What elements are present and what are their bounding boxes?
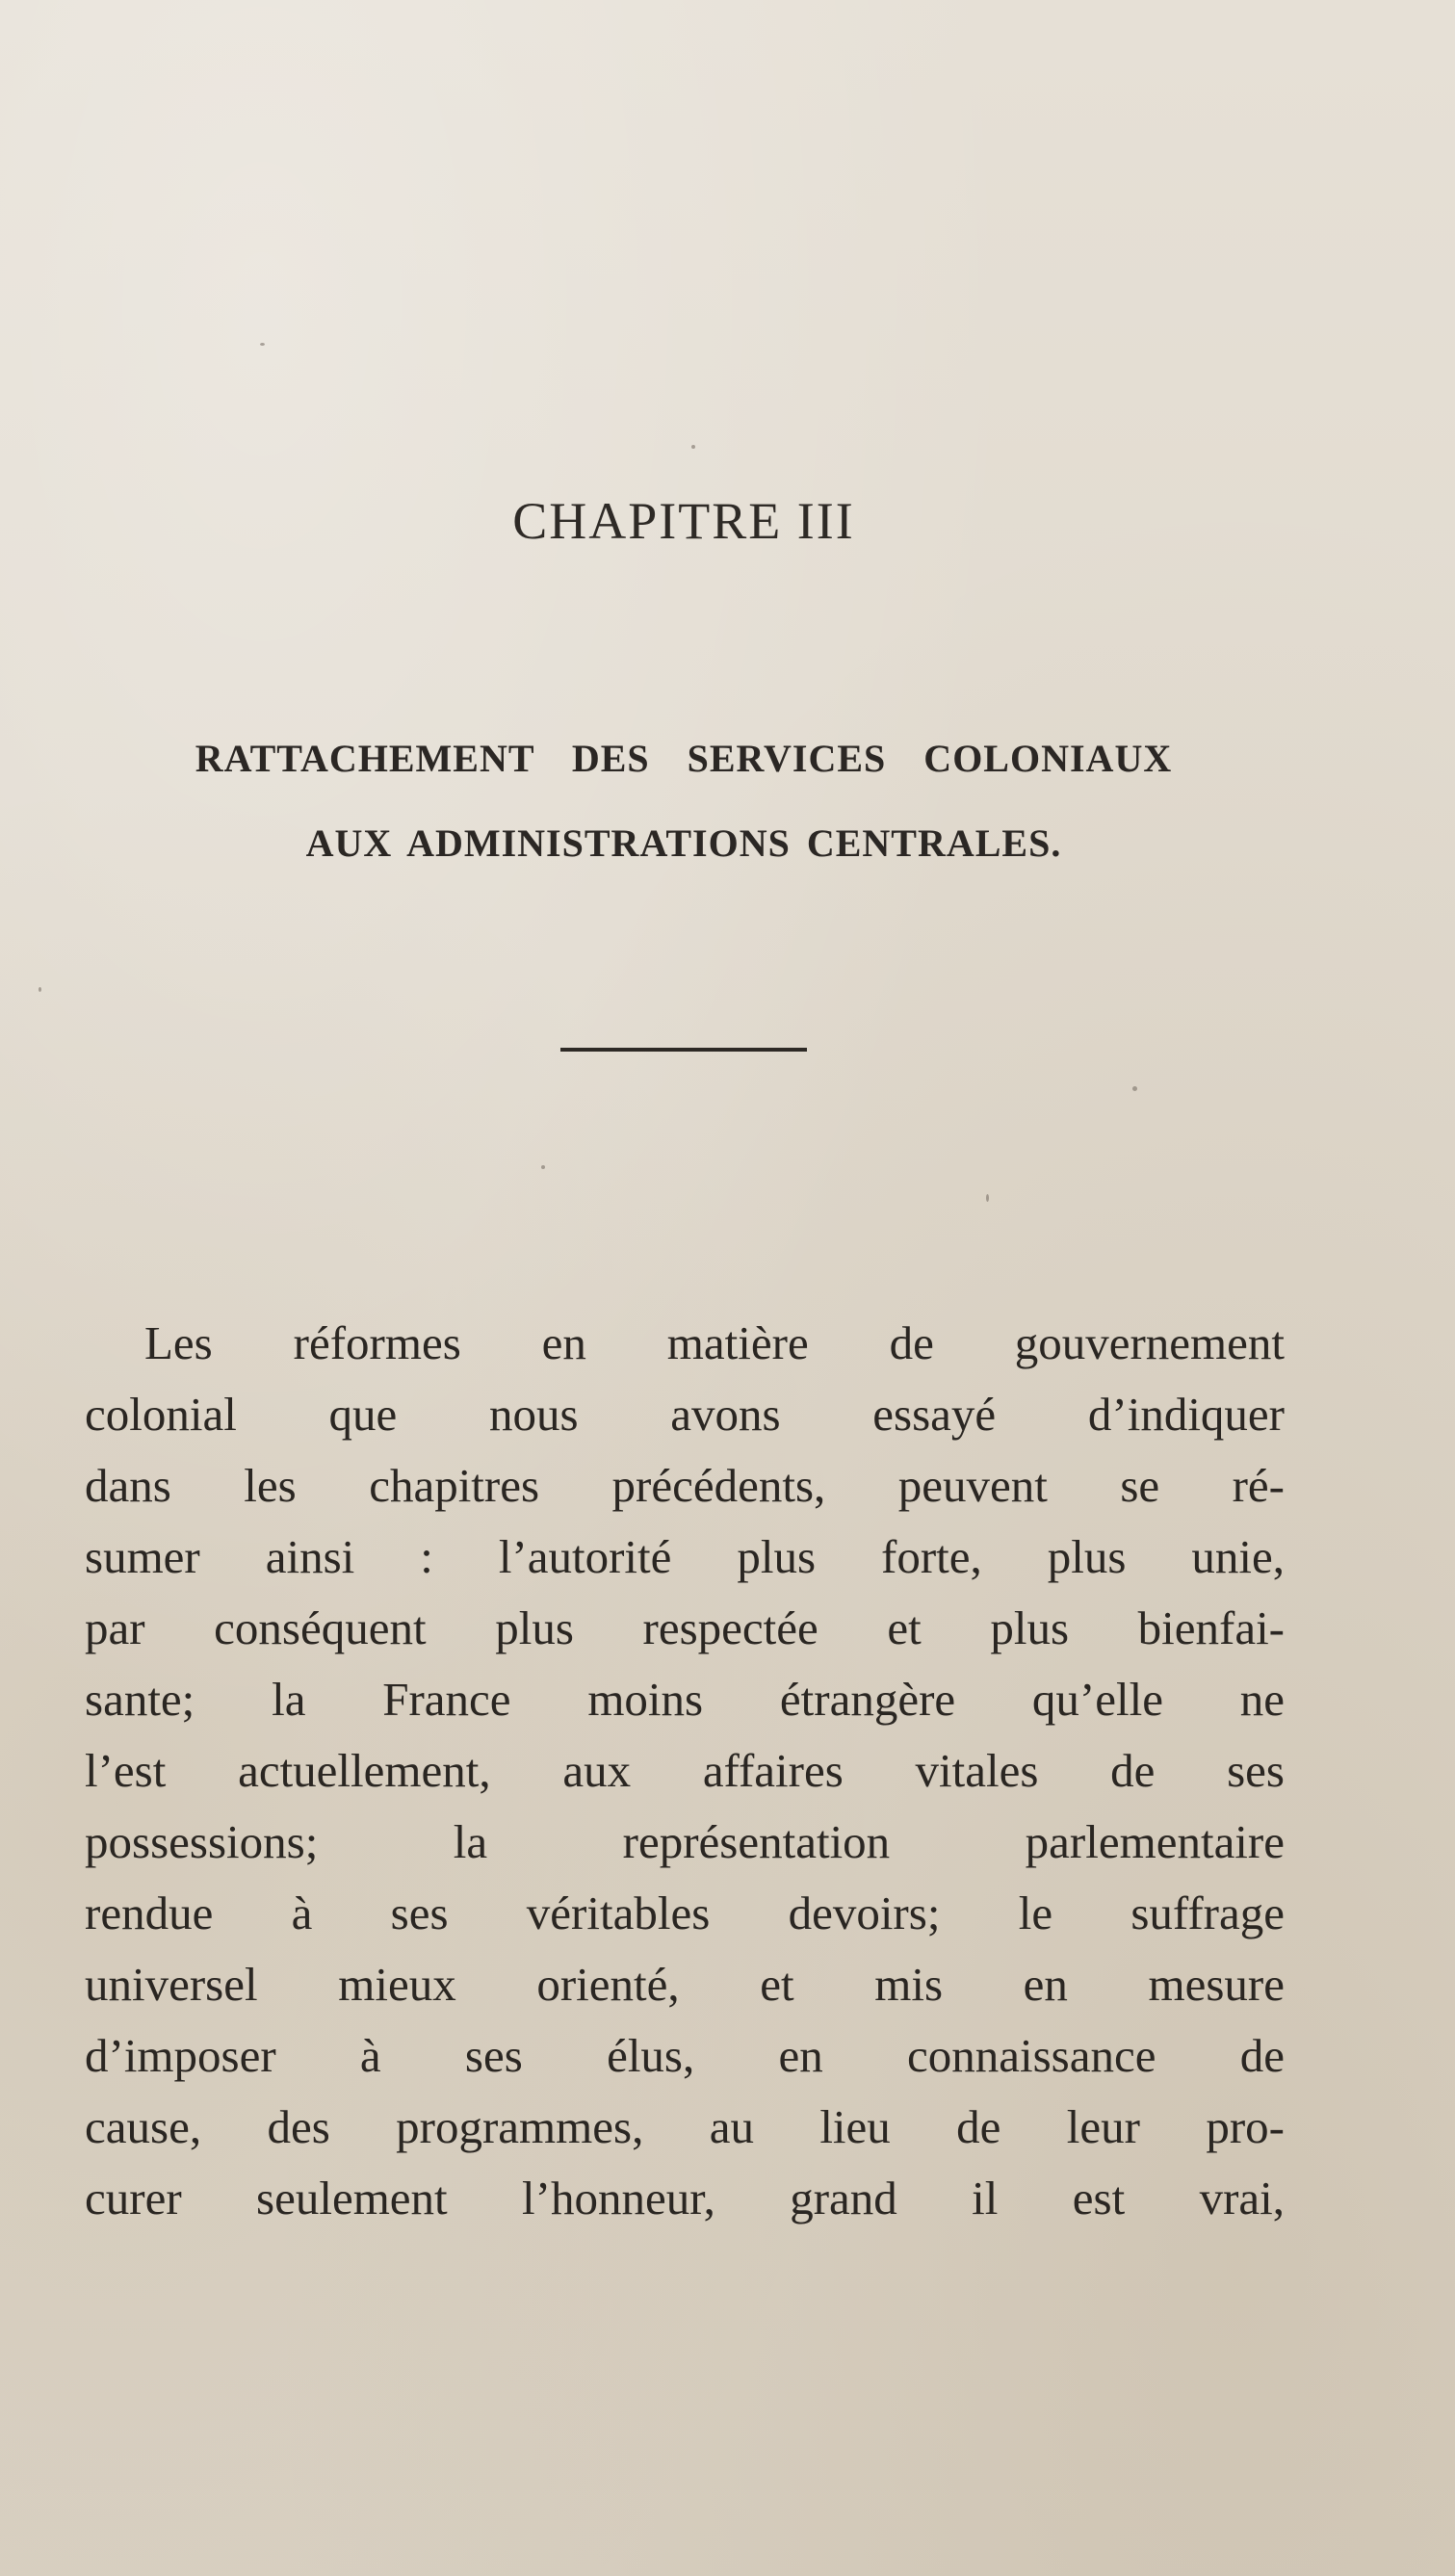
body-line: colonial que nous avons essayé d’indiquer — [85, 1388, 1285, 1441]
body-line: par conséquent plus respectée et plus bienfai- — [85, 1601, 1285, 1654]
body-line: l’est actuellement, aux affaires vitales de ses — [85, 1744, 1285, 1797]
body-line: possessions; la représentation parlementaire — [85, 1815, 1285, 1868]
body-paragraph — [85, 1308, 1285, 2234]
body-line: universel mieux orienté, et mis en mesure — [85, 1958, 1285, 2011]
body-line: cause, des programmes, au lieu de leur pro- — [85, 2100, 1285, 2153]
body-line: Les réformes en matière de gouvernement — [144, 1316, 1285, 1369]
section-heading-line-2: AUX ADMINISTRATIONS CENTRALES. — [305, 821, 1062, 865]
paper-speck — [691, 445, 695, 449]
section-heading-line-1: RATTACHEMENT DES SERVICES COLONIAUX — [195, 737, 1173, 780]
body-line: dans les chapitres précédents, peuvent se ré- — [85, 1459, 1285, 1512]
paper-speck — [1132, 1086, 1137, 1091]
paper-speck — [260, 343, 265, 346]
chapter-title: CHAPITRE III — [512, 492, 855, 550]
section-divider — [560, 1048, 807, 1052]
paper-speck — [39, 987, 41, 992]
body-line: rendue à ses véritables devoirs; le suffrage — [85, 1886, 1285, 1939]
body-line: curer seulement l’honneur, grand il est vrai, — [85, 2172, 1285, 2225]
body-line: d’imposer à ses élus, en connaissance de — [85, 2029, 1285, 2082]
body-line: sante; la France moins étrangère qu’elle ne — [85, 1673, 1285, 1726]
paper-speck — [541, 1165, 545, 1169]
body-line: sumer ainsi : l’autorité plus forte, plus unie, — [85, 1530, 1285, 1583]
paper-speck — [986, 1194, 989, 1202]
